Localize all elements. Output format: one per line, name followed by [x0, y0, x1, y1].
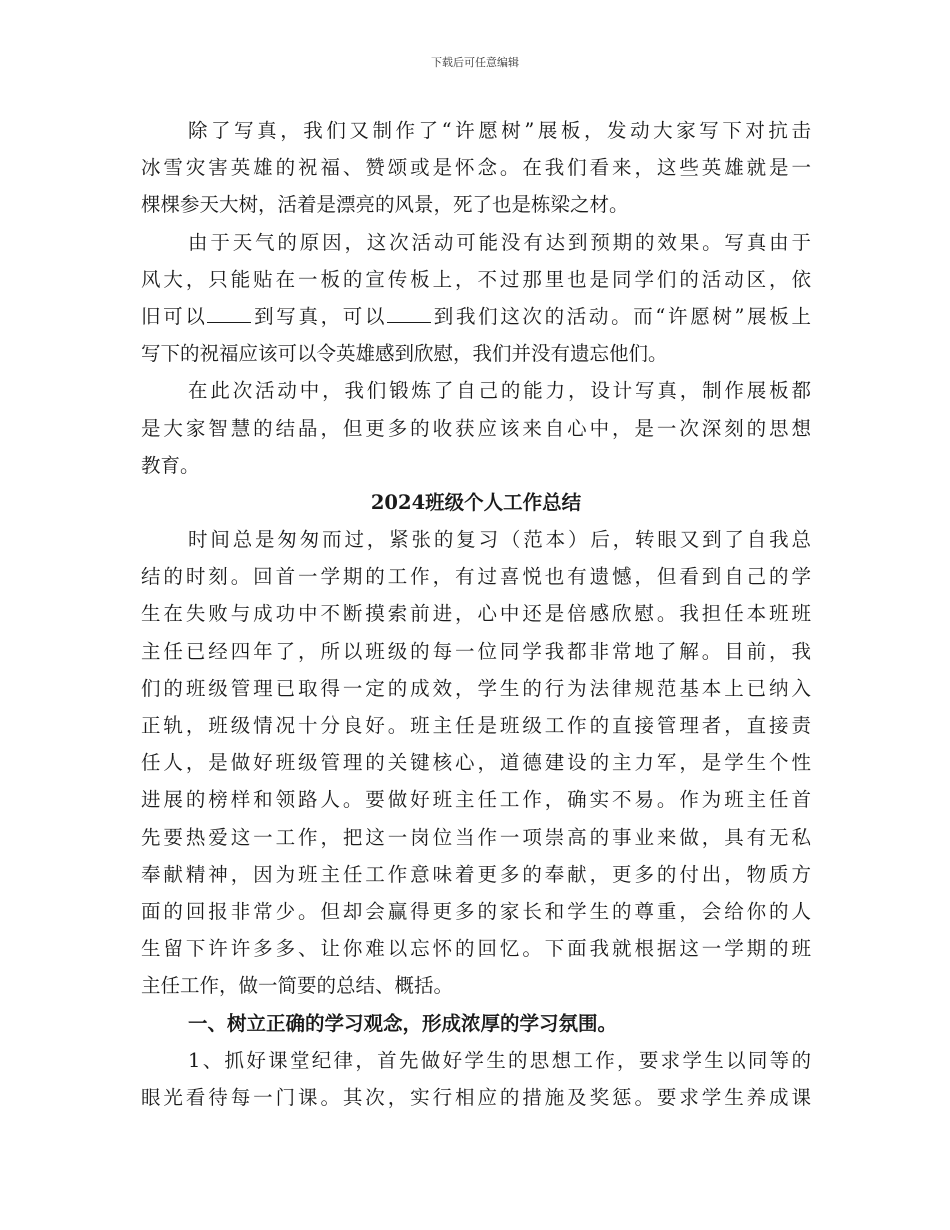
- paragraph-line: 主任工作，做一简要的总结、概括。: [141, 974, 454, 998]
- paragraph-line: 风大，只能贴在一板的宣传板上，不过那里也是同学们的活动区，依: [141, 267, 811, 291]
- paragraph-line-with-blanks: [141, 298, 811, 335]
- paragraph-line: 眼光看待每一门课。其次，实行相应的措施及奖惩。要求学生养成课: [141, 1085, 811, 1109]
- fill-in-blank: [207, 304, 251, 323]
- paragraph-line: 教育。: [141, 453, 200, 477]
- paragraph-line: 们的班级管理已取得一定的成效，学生的行为法律规范基本上已纳入: [141, 676, 811, 700]
- paragraph-line: 生留下许许多多、让你难以忘怀的回忆。下面我就根据这一学期的班: [141, 937, 811, 961]
- paragraph-line: 结的时刻。回首一学期的工作，有过喜悦也有遗憾，但看到自己的学: [141, 565, 811, 589]
- paragraph-line: 棵棵参天大树，活着是漂亮的风景，死了也是栋梁之材。: [141, 193, 629, 217]
- paragraph-line: 主任已经四年了，所以班级的每一位同学我都非常地了解。目前，我: [141, 639, 811, 663]
- paragraph-line: 写下的祝福应该可以令英雄感到欣慰，我们并没有遗忘他们。: [141, 342, 668, 366]
- paragraph-line: 奉献精神，因为班主任工作意味着更多的奉献，更多的付出，物质方: [141, 862, 811, 886]
- text-fragment: 到我们这次的活动。而“许愿树”展板上: [431, 304, 811, 328]
- section-title: 2024班级个人工作总结: [370, 490, 582, 514]
- paragraph-line: 进展的榜样和领路人。要做好班主任工作，确实不易。作为班主任首: [141, 788, 811, 812]
- paragraph-line: 1、抓好课堂纪律，首先做好学生的思想工作，要求学生以同等的: [188, 1048, 811, 1072]
- paragraph-line: 面的回报非常少。但却会赢得更多的家长和学生的尊重，会给你的人: [141, 899, 811, 923]
- paragraph-line: 由于天气的原因，这次活动可能没有达到预期的效果。写真由于: [188, 230, 811, 254]
- page-header: 下载后可任意编辑: [431, 56, 519, 69]
- paragraph-line: 除了写真，我们又制作了“许愿树”展板，发动大家写下对抗击: [188, 119, 811, 142]
- paragraph-line: 正轨，班级情况十分良好。班主任是班级工作的直接管理者，直接责: [141, 714, 811, 737]
- paragraph-line: 是大家智慧的结晶，但更多的收获应该来自心中，是一次深刻的思想: [141, 416, 811, 440]
- text-fragment: 到写真，可以: [251, 304, 388, 328]
- text-fragment: 旧可以: [141, 304, 208, 328]
- document-body: [141, 112, 811, 1116]
- paragraph-line: 冰雪灾害英雄的祝福、赞颂或是怀念。在我们看来，这些英雄就是一: [141, 156, 811, 180]
- paragraph-line: 在此次活动中，我们锻炼了自己的能力，设计写真，制作展板都: [188, 379, 811, 403]
- fill-in-blank: [387, 304, 431, 323]
- paragraph-line: 生在失败与成功中不断摸索前进，心中还是倍感欣慰。我担任本班班: [141, 602, 811, 626]
- paragraph-line: 时间总是匆匆而过，紧张的复习（范本）后，转眼又到了自我总: [188, 528, 811, 552]
- paragraph-line: 任人，是做好班级管理的关键核心，道德建设的主力军，是学生个性: [141, 751, 811, 775]
- section-heading: 一、树立正确的学习观念，形成浓厚的学习氛围。: [188, 1011, 618, 1035]
- paragraph-line: 先要热爱这一工作，把这一岗位当作一项崇高的事业来做，具有无私: [141, 825, 811, 849]
